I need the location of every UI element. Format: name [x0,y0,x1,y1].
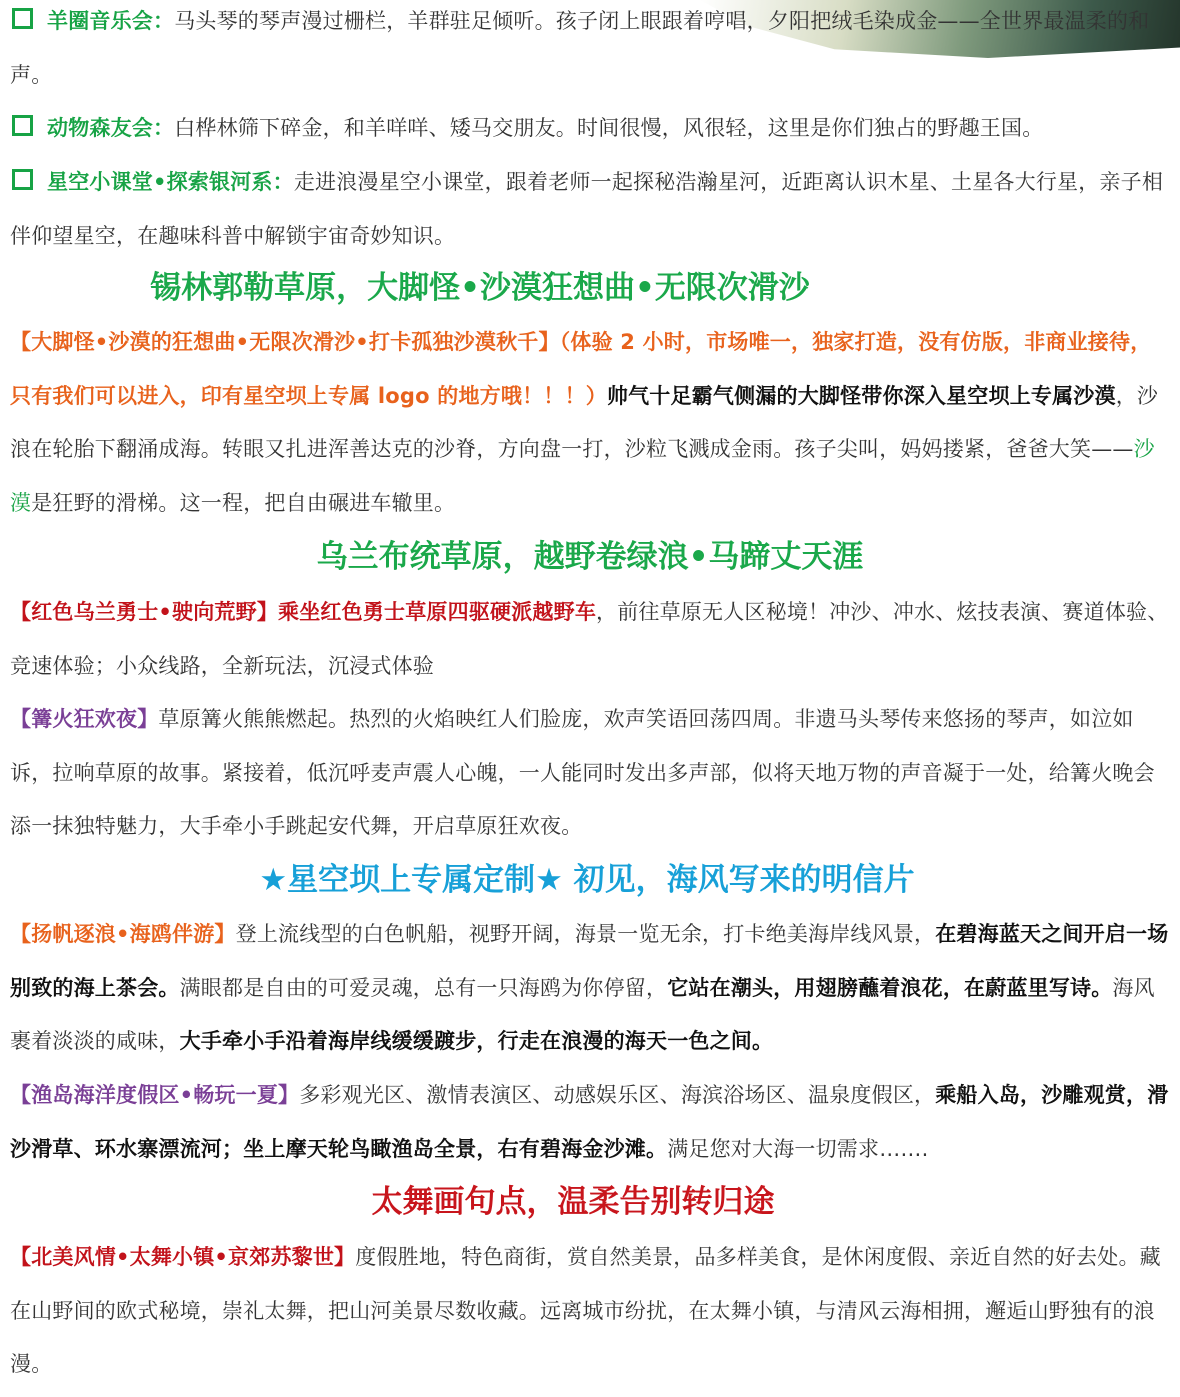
paragraph-text: 草原篝火熊熊燃起。热烈的火焰映红人们脸庞，欢声笑语回荡四周。非遗马头琴传来悠扬的琴声，如泣如诉，拉响草原的故事。紧接着，低沉呼麦声震人心魄，一人能同时发出多声部，似将天地万物的声音凝于一处，给篝火晚会添一抹独特魅力，大手牵小手跳起安代舞，开启草原狂欢夜。 [10,707,1155,838]
section-heading-custom: ★星空坝上专属定制★ 初见，海风写来的明信片 [259,862,915,898]
paragraph-bold: 大手牵小手沿着海岸线缓缓踱步，行走在浪漫的海天一色之间。 [179,1029,774,1053]
paragraph-text: 登上流线型的白色帆船，视野开阔，海景一览无余，打卡绝美海岸线风景， [235,922,936,946]
bullet-sheep-concert [10,0,1170,102]
paragraph-tag: 【红色乌兰勇士•驶向荒野】 [10,600,279,624]
bullet-text: 白桦林筛下碎金，和羊咩咩、矮马交朋友。时间很慢，风很轻，这里是你们独占的野趣王国。 [174,116,1044,140]
desert-keyword: 沙漠 [10,437,1155,515]
paragraph-tag: 【大脚怪•沙漠的狂想曲•无限次滑沙•打卡孤独沙漠秋千】 [10,330,560,354]
paragraph-tag: 【篝火狂欢夜】 [10,707,159,731]
paragraph-bold: 乘坐红色勇士草原四驱硬派越野车 [278,600,597,624]
paragraph-bold: 乘船入岛，沙雕观赏，滑沙滑草、环水寨漂流河；坐上摩天轮鸟瞰渔岛全景，右有碧海金沙滩。 [10,1083,1169,1161]
bullet-title: 羊圈音乐会： [47,9,175,33]
paragraph-text: ，沙浪在轮胎下翻涌成海。转眼又扎进浑善达克的沙脊，方向盘一打，沙粒飞溅成金雨。孩子尖叫，妈妈搂紧，爸爸大笑—— [10,383,1159,461]
paragraph-bold: 它站在潮头，用翅膀蘸着浪花，在蔚蓝里写诗。 [667,975,1113,1000]
bullet-title: 星空小课堂•探索银河系： [47,170,294,194]
paragraph-bold: 在碧海蓝天之间开启一场别致的海上茶会。 [10,922,1169,1000]
bullet-animal-friends [10,102,1170,156]
paragraph-sailing [10,908,1170,1069]
bullet-star-class [10,156,1170,263]
paragraph-text: 是狂野的滑梯。这一程，把自由碾进车辙里。 [31,490,456,515]
checkbox-bullet-icon [12,115,33,136]
paragraph-tag: 【扬帆逐浪•海鸥伴游】 [10,922,236,946]
paragraph-bold: 帅气十足霸气侧漏的大脚怪带你深入星空坝上专属沙漠 [606,383,1116,408]
paragraph-text: 多彩观光区、激情表演区、动感娱乐区、海滨浴场区、温泉度假区， [299,1083,936,1107]
paragraph-text: ，前往草原无人区秘境！冲沙、冲水、炫技表演、赛道体验、竞速体验；小众线路，全新玩法，沉浸式体验 [10,600,1169,678]
section-heading-wulanbutong: 乌兰布统草原，越野卷绿浪•马蹄丈天涯 [316,539,864,575]
paragraph-bigfoot-desert [10,316,1170,530]
bullet-text: 马头琴的琴声漫过栅栏，羊群驻足倾听。孩子闭上眼跟着哼唱，夕阳把绒毛染成金——全世界最温柔的和声。 [10,9,1150,87]
paragraph-text: 度假胜地，特色商街，赏自然美景，品多样美食，是休闲度假、亲近自然的好去处。藏在山野间的欧式秘境，崇礼太舞，把山河美景尽数收藏。远离城市纷扰，在太舞小镇，与清风云海相拥，邂逅山野独有的浪漫。 [10,1245,1161,1376]
checkbox-bullet-icon [12,8,33,29]
section-heading-xilinguole: 锡林郭勒草原，大脚怪•沙漠狂想曲•无限次滑沙 [150,270,810,306]
paragraph-fishing-island [10,1069,1170,1176]
paragraph-tag: 【渔岛海洋度假区•畅玩一夏】 [10,1083,300,1107]
paragraph-text: 满足您对大海一切需求……. [667,1136,929,1161]
paragraph-serif-text: 海风裹着淡淡的咸味， [10,975,1155,1053]
paragraph-serif-text: 满眼都是自由的可爱灵魂，总有一只海鸥为你停留， [179,975,668,1000]
section-heading-taiwu: 太舞画句点，温柔告别转归途 [371,1184,775,1220]
paragraph-bonfire [10,693,1170,854]
checkbox-bullet-icon [12,169,33,190]
bullet-text: 走进浪漫星空小课堂，跟着老师一起探秘浩瀚星河，近距离认识木星、土星各大行星，亲子相伴仰望星空，在趣味科普中解锁宇宙奇妙知识。 [10,170,1164,248]
paragraph-note: （体验 2 小时，市场唯一，独家打造，没有仿版，非商业接待，只有我们可以进入，印有星空坝上专属 logo 的地方哦！！！） [10,330,1152,408]
bullet-title: 动物森友会： [47,116,175,140]
paragraph-tag: 【北美风情•太舞小镇•京郊苏黎世】 [10,1245,356,1269]
paragraph-taiwu-town [10,1231,1170,1392]
paragraph-offroad [10,586,1170,693]
